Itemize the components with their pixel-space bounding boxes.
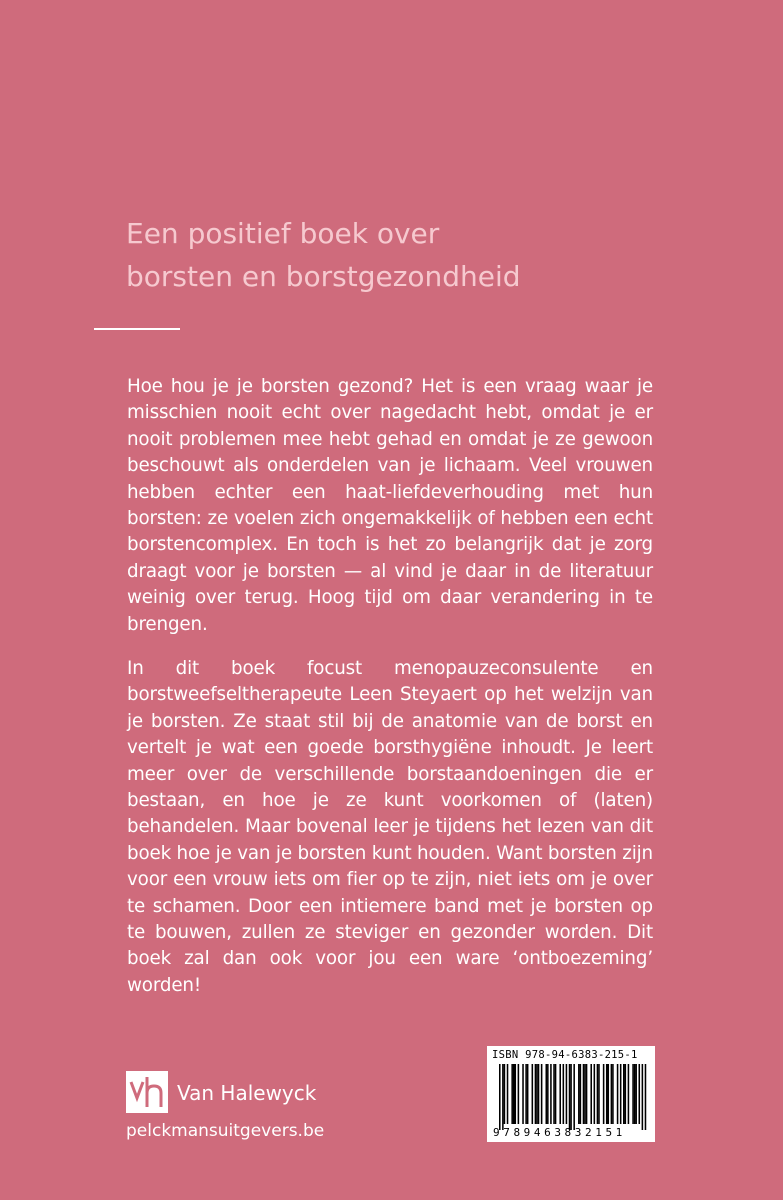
barcode-bar — [536, 1064, 538, 1124]
barcode-bar — [527, 1064, 529, 1124]
headline-line-1: Een positief boek over — [126, 217, 440, 250]
barcode-digits: 9789463832151 — [493, 1126, 626, 1139]
barcode-bar — [515, 1064, 517, 1124]
barcode-bar — [547, 1064, 549, 1124]
isbn-barcode — [487, 1046, 655, 1142]
barcode-bar — [518, 1064, 520, 1124]
barcode-bar — [611, 1064, 613, 1124]
barcode-bar — [532, 1064, 534, 1124]
barcode-bar — [583, 1064, 585, 1124]
body-paragraph-2: In dit boek focust menopauzeconsulente en borstweefseltherapeute Leen Steyaert op het welzijn van je borsten. Ze staat stil bij de anatomie van de borst en vertelt je wat een goede borsthygiëne inhoudt. Je leert meer over de verschillende borstaandoeningen die er bestaan, en hoe je ze kunt voorkomen of (laten) behandelen. Maar bovenal leer je tijdens het lezen van dit boek hoe je van je borsten kunt houden. Want borsten zijn voor een vrouw iets om fier op te zijn, niet iets om je over te schamen. Door een intiemere band met je borsten op te bouwen, zullen ze steviger en gezonder worden. Dit boek zal dan ook voor jou een ware ‘ontboezeming’ worden! — [127, 658, 653, 996]
barcode-bar — [639, 1064, 641, 1124]
barcode-bar — [499, 1064, 501, 1130]
barcode-bar — [538, 1064, 540, 1124]
barcode-bar — [522, 1064, 524, 1124]
barcode-bar — [569, 1064, 571, 1130]
headline — [126, 212, 726, 298]
barcode-bar — [645, 1064, 647, 1130]
barcode-bar — [623, 1064, 625, 1124]
barcode-bar — [563, 1064, 565, 1124]
barcode-bar — [632, 1064, 634, 1124]
barcode-bar — [507, 1064, 509, 1124]
barcode-bar — [594, 1064, 596, 1124]
barcode-bar — [590, 1064, 592, 1124]
barcode-bar — [580, 1064, 582, 1124]
barcode-bar — [586, 1064, 588, 1124]
publisher-website: pelckmansuitgevers.be — [126, 1121, 325, 1141]
barcode-bar — [541, 1064, 543, 1124]
barcode-bar — [504, 1064, 506, 1124]
publisher-name: Van Halewyck — [177, 1081, 317, 1105]
divider-rule — [94, 328, 180, 330]
barcode-bar — [634, 1064, 636, 1124]
barcode-bar — [597, 1064, 599, 1124]
barcode-bar — [573, 1064, 575, 1130]
vh-logo-icon — [126, 1071, 168, 1113]
barcode-bar — [555, 1064, 557, 1124]
barcode-bar — [625, 1064, 627, 1124]
barcode-bar — [566, 1064, 568, 1124]
barcode-bar — [635, 1064, 637, 1124]
barcode-bar — [570, 1064, 572, 1130]
barcode-bar — [608, 1064, 610, 1124]
barcode-bar — [603, 1064, 605, 1124]
barcode-bar — [553, 1064, 555, 1124]
barcode-bar — [525, 1064, 527, 1124]
barcode-bar — [550, 1064, 552, 1124]
barcode-bar — [535, 1064, 537, 1124]
barcode-bar — [598, 1064, 600, 1124]
barcode-bar — [617, 1064, 619, 1124]
barcode-bar — [620, 1064, 622, 1124]
barcode-bar — [628, 1064, 630, 1124]
isbn-label: ISBN 978-94-6383-215-1 — [492, 1049, 638, 1061]
headline-line-2: borsten en borstgezondheid — [126, 260, 521, 293]
barcode-bar — [559, 1064, 561, 1124]
barcode-bar — [578, 1064, 580, 1124]
barcode-bar — [546, 1064, 548, 1124]
barcode-bar — [612, 1064, 614, 1124]
barcode-bar — [642, 1064, 644, 1130]
barcode-bar — [584, 1064, 586, 1124]
body-paragraph-1: Hoe hou je je borsten gezond? Het is een vraag waar je misschien nooit echt over nagedacht hebt, omdat je er nooit problemen mee hebt gehad en omdat je ze gewoon beschouwt als onderdelen van je lichaam. Veel vrouwen hebben echter een haat-liefdeverhouding met hun borsten: ze voelen zich ongemakkelijk of hebben een echt borstencomplex. En toch is het zo belangrijk dat je zorg draagt voor je borsten — al vind je daar in de literatuur weinig over terug. Hoog tijd om daar verandering in te brengen. — [127, 376, 653, 635]
barcode-bar — [606, 1064, 608, 1124]
barcode-bar — [502, 1064, 504, 1130]
barcode-bar — [513, 1064, 515, 1124]
barcode-bar — [511, 1064, 513, 1124]
